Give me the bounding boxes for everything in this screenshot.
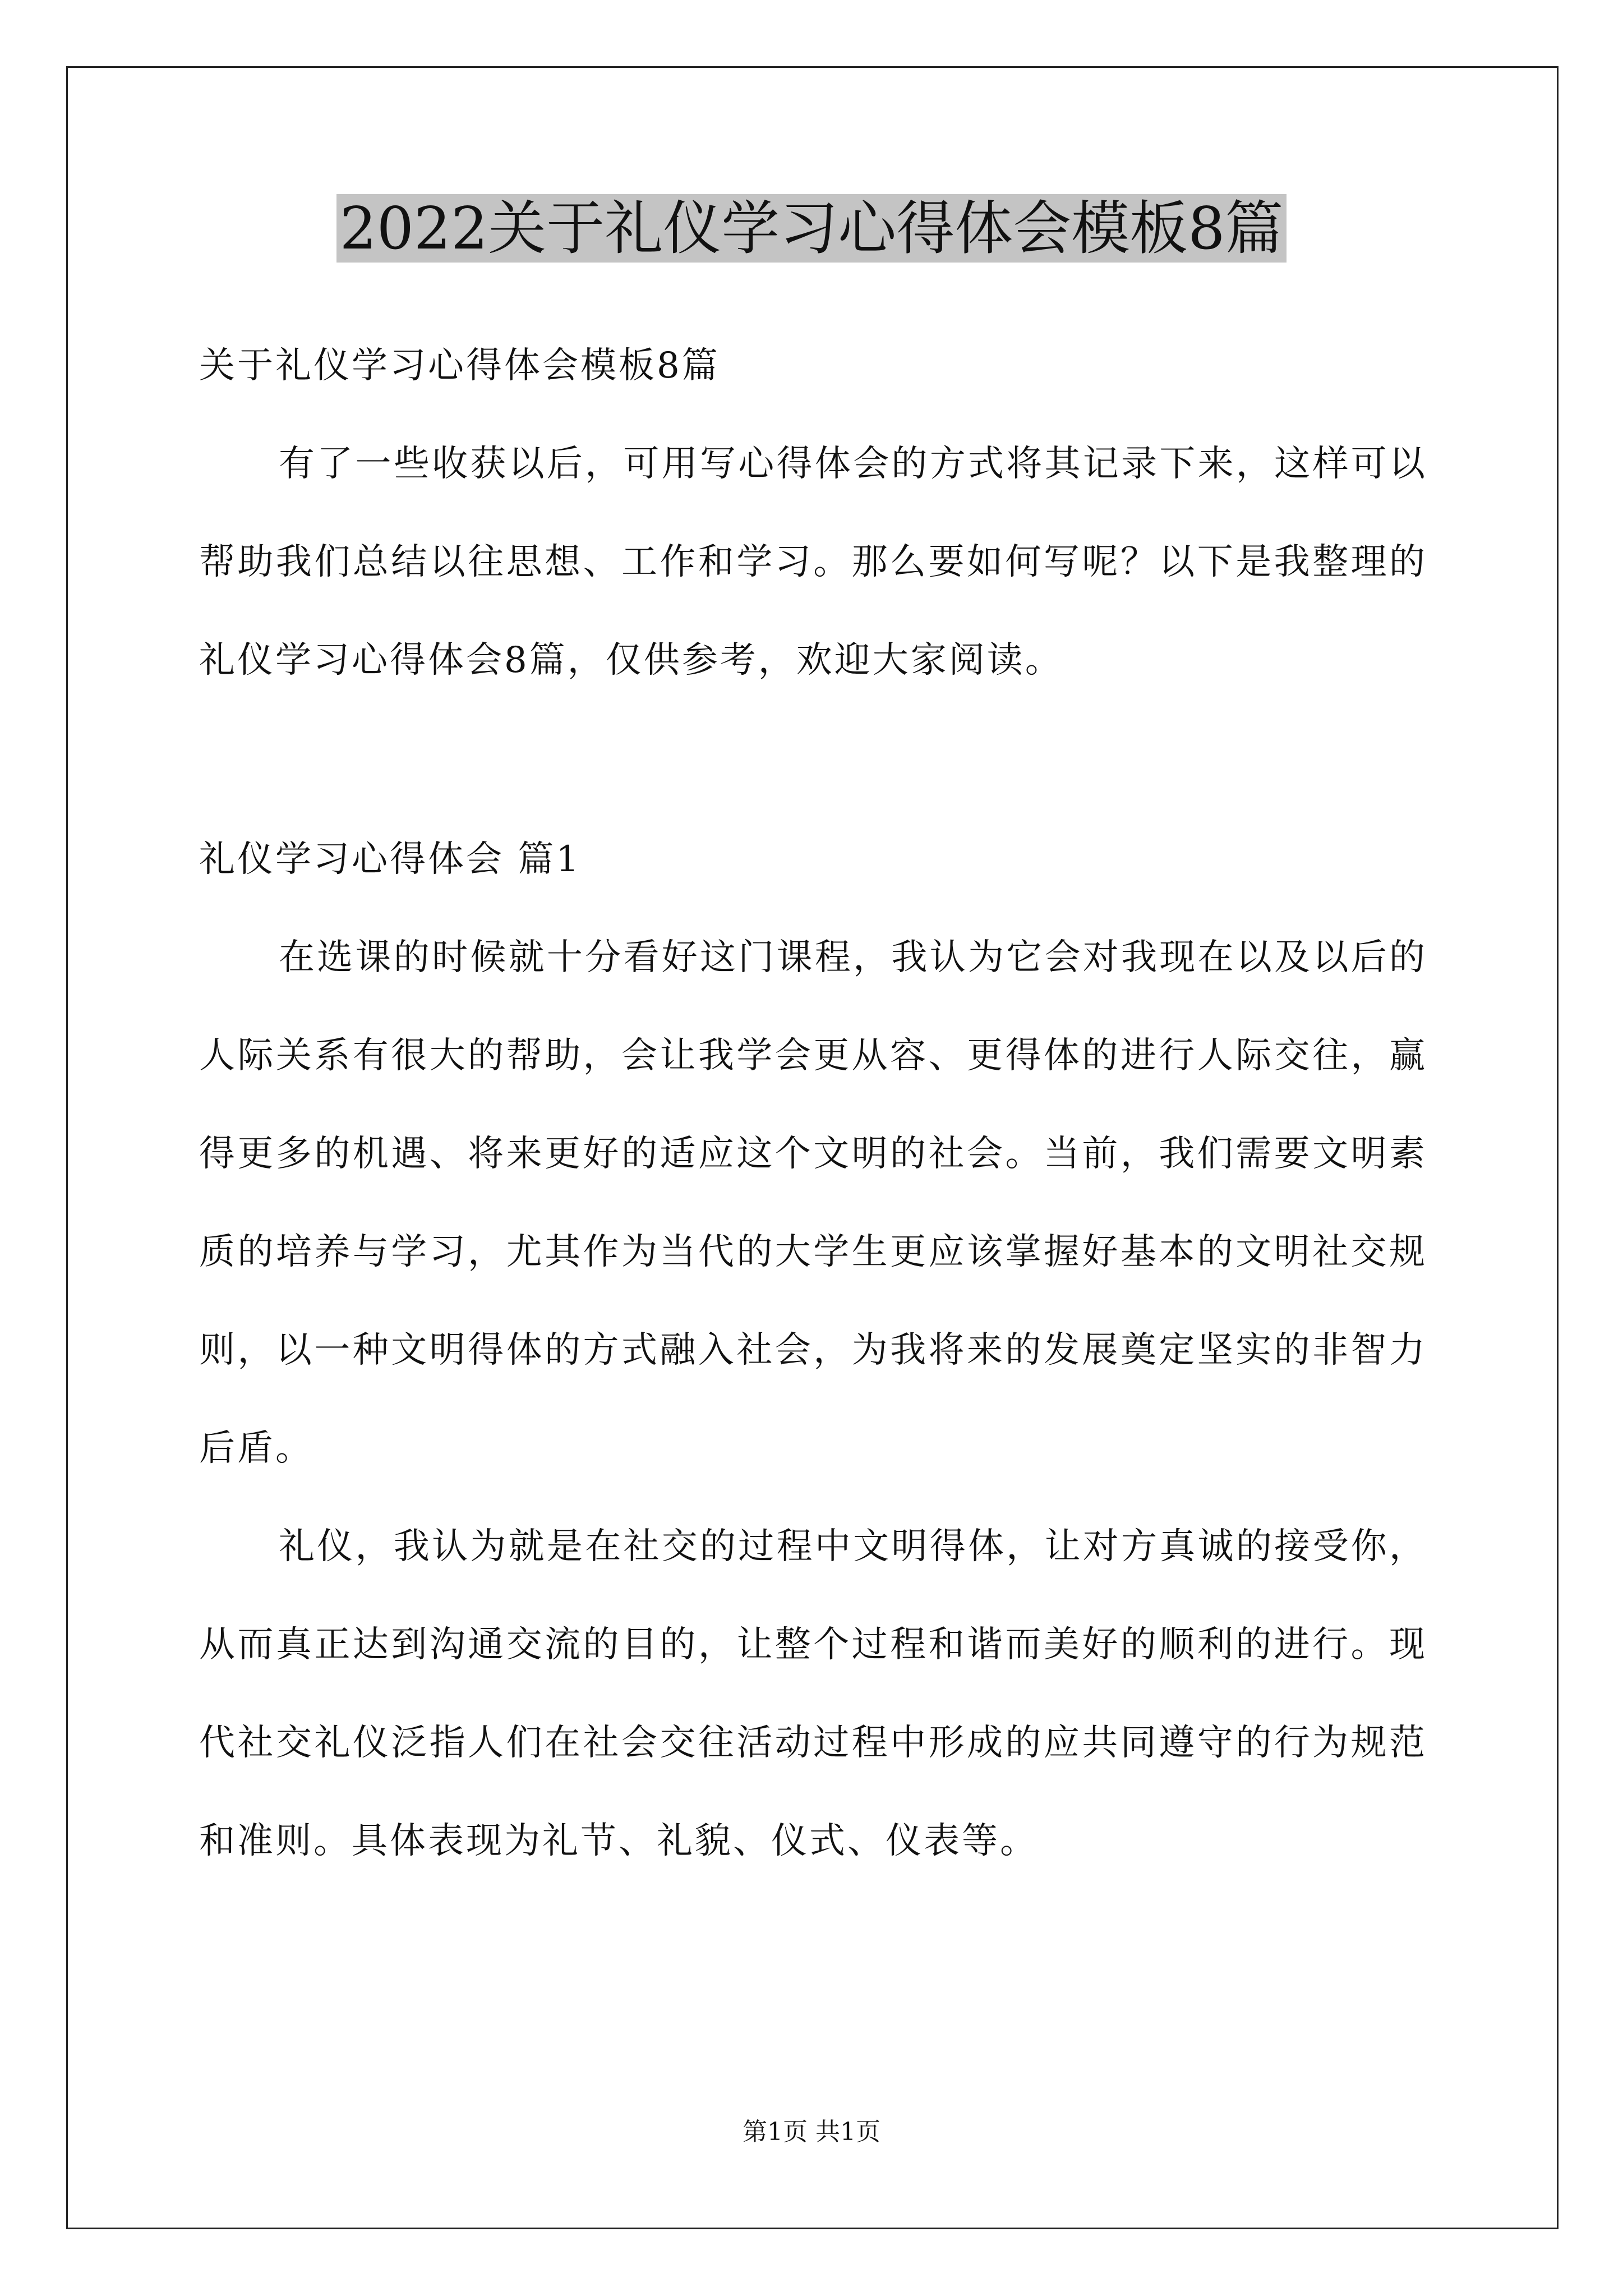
page-footer: 第1页 共1页 xyxy=(743,2118,880,2146)
section-heading: 礼仪学习心得体会 篇1 xyxy=(199,839,582,880)
body-paragraph-1: 在选课的时候就十分看好这门课程，我认为它会对我现在以及以后的人际关系有很大的帮助，会让我学会更从容、更得体的进行人际交往，赢得更多的机遇、将来更好的适应这个文明的社会。当前，我们需要文明素质的培养与学习，尤其作为当代的大学生更应该掌握好基本的文明社交规则，以一种文明得体的方式融入社会，为我将来的发展奠定坚实的非智力后盾。 xyxy=(199,937,1427,1469)
document-body xyxy=(199,317,1427,1890)
document-title-text: 2022关于礼仪学习心得体会模板8篇 xyxy=(336,194,1287,263)
intro-paragraph: 有了一些收获以后，可用写心得体会的方式将其记录下来，这样可以帮助我们总结以往思想、工作和学习。那么要如何写呢？以下是我整理的礼仪学习心得体会8篇，仅供参考，欢迎大家阅读。 xyxy=(199,443,1427,681)
document-title xyxy=(0,194,1623,264)
body-paragraph-2: 礼仪，我认为就是在社交的过程中文明得体，让对方真诚的接受你，从而真正达到沟通交流的目的，让整个过程和谐而美好的顺利的进行。现代社交礼仪泛指人们在社会交往活动过程中形成的应共同遵守的行为规范和准则。具体表现为礼节、礼貌、仪式、仪表等。 xyxy=(199,1526,1427,1862)
document-subtitle: 关于礼仪学习心得体会模板8篇 xyxy=(199,345,720,386)
